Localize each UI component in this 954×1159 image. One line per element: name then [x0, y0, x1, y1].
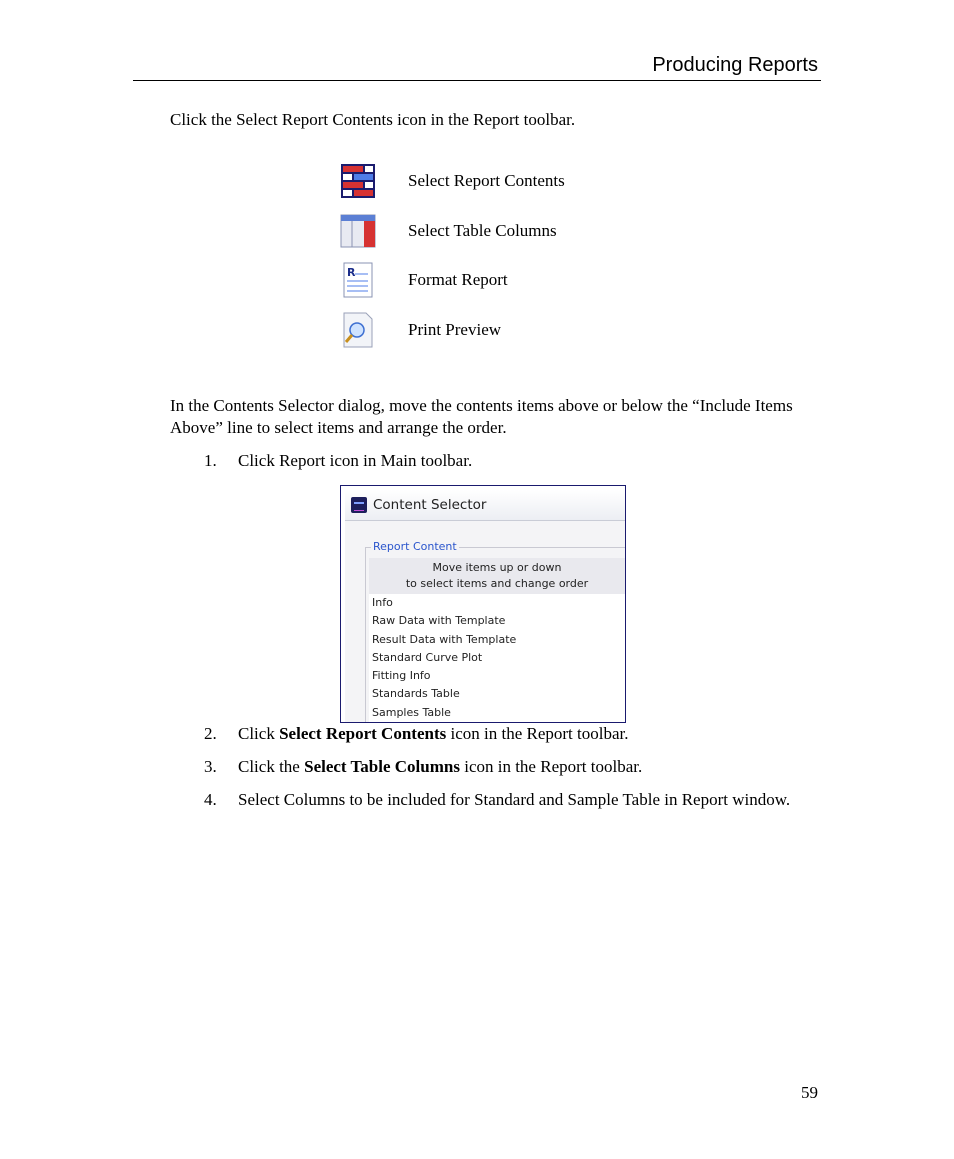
contents-selector-paragraph: In the Contents Selector dialog, move the contents items above or below the “Include Items Above” line to select items and arrange the order.	[170, 396, 793, 437]
list-instruction: Move items up or down to select items and change order	[369, 558, 625, 594]
list-item[interactable]: Result Data with Template	[372, 632, 517, 646]
step-number: 3.	[204, 757, 217, 776]
intro-paragraph: Click the Select Report Contents icon in the Report toolbar.	[170, 110, 576, 129]
step-number: 2.	[204, 724, 217, 743]
icon-label: Select Table Columns	[408, 221, 557, 240]
icon-label: Print Preview	[408, 320, 502, 339]
format-report-icon	[340, 262, 376, 298]
running-header: Producing Reports	[652, 54, 818, 76]
dialog-body	[345, 521, 625, 722]
step-text: Select Columns to be included for Standard and Sample Table in Report window.	[238, 790, 791, 809]
dialog-title-bar	[345, 490, 625, 521]
content-selector-dialog	[340, 485, 626, 723]
select-report-contents-icon	[340, 163, 376, 199]
list-item[interactable]: Fitting Info	[372, 669, 431, 683]
print-preview-icon	[340, 312, 376, 348]
list-item[interactable]: Info	[372, 596, 393, 609]
app-icon	[351, 497, 367, 513]
step-number: 1.	[204, 451, 217, 470]
step-number: 4.	[204, 790, 217, 809]
list-item[interactable]: Standard Curve Plot	[372, 650, 483, 664]
icon-label: Select Report Contents	[408, 171, 565, 190]
list-item[interactable]: Samples Table	[372, 705, 451, 719]
report-content-list[interactable]	[369, 558, 625, 722]
icon-label: Format Report	[408, 270, 508, 289]
step-text: Click Select Report Contents icon in the Report toolbar.	[238, 724, 629, 743]
group-border	[365, 547, 366, 722]
svg-text:R: R	[347, 266, 356, 279]
header-rule	[133, 80, 821, 81]
dialog-title: Content Selector	[373, 497, 487, 513]
select-table-columns-icon	[340, 213, 376, 249]
page-number: 59	[801, 1083, 818, 1102]
list-item[interactable]: Raw Data with Template	[372, 614, 506, 628]
report-content-group-label: Report Content	[373, 540, 457, 553]
step-text: Click the Select Table Columns icon in the Report toolbar.	[238, 757, 643, 776]
step-text: Click Report icon in Main toolbar.	[238, 451, 473, 470]
list-item[interactable]: Standards Table	[372, 687, 460, 701]
